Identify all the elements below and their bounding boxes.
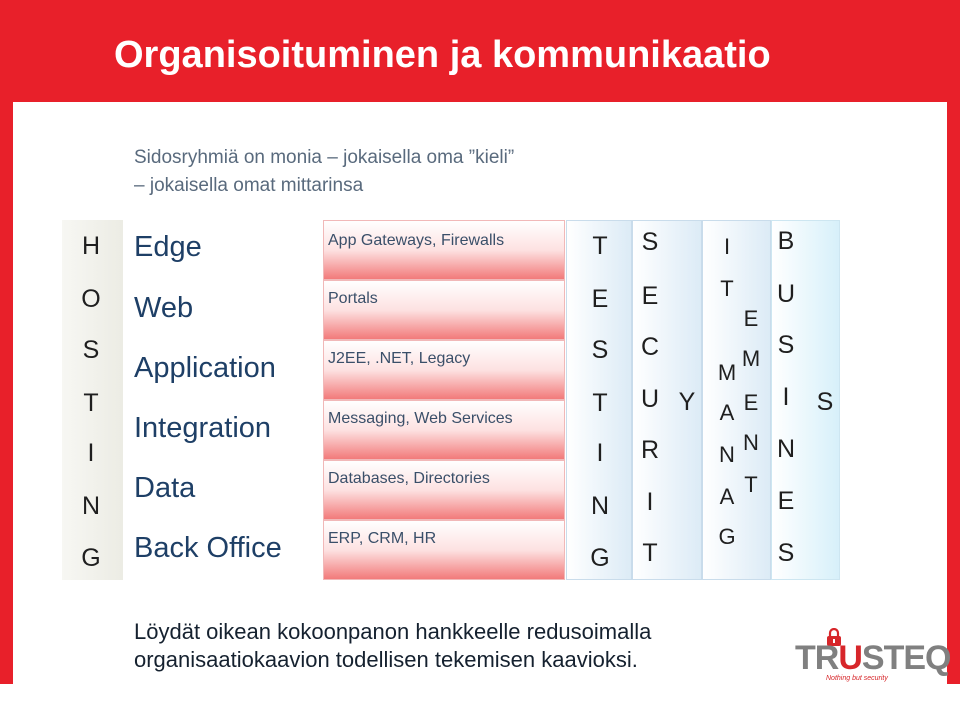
trusteq-logo (790, 626, 951, 686)
layer-desc-data: Databases, Directories (328, 470, 490, 487)
testing-letter: I (596, 439, 604, 467)
security-letter: S (641, 228, 659, 256)
layer-name-back-office: Back Office (134, 532, 282, 564)
it-management-letter: N (719, 442, 735, 467)
slide-title: Organisoituminen ja kommunikaatio (114, 34, 771, 76)
it-management-letter: I (723, 234, 731, 259)
layer-name-integration: Integration (134, 412, 272, 444)
layer-desc-edge: App Gateways, Firewalls (328, 232, 505, 249)
testing-letter: S (591, 336, 609, 364)
business-letter: S (816, 388, 834, 416)
logo-tagline: Nothing but security (826, 675, 888, 682)
it-management-letter: A (719, 400, 735, 425)
business-letter: U (776, 280, 796, 308)
layer-row-web (323, 280, 565, 340)
testing-letter: E (591, 285, 609, 313)
security-letter: C (640, 333, 660, 361)
it-management-letter: A (719, 484, 735, 509)
layer-row-edge (323, 220, 565, 280)
logo-wordmark-steq: STEQ (861, 639, 951, 677)
layer-desc-integration: Messaging, Web Services (328, 410, 513, 427)
it-management-letter: E (743, 390, 759, 415)
subtitle-line-2: – jokaisella omat mittarinsa (134, 175, 364, 196)
business-letter: I (782, 383, 790, 411)
layer-name-application: Application (134, 352, 276, 384)
security-letter: U (640, 385, 660, 413)
testing-letter: T (592, 232, 608, 260)
security-letter: R (640, 436, 660, 464)
security-letter: E (641, 282, 659, 310)
security-letter: Y (678, 388, 696, 416)
business-letter: B (777, 227, 795, 255)
hosting-letter: T (83, 389, 99, 417)
frame-left (0, 102, 13, 684)
layer-row-integration (323, 400, 565, 460)
it-management-column (702, 220, 771, 580)
testing-letter: G (590, 544, 610, 572)
it-management-letter: T (744, 472, 758, 497)
hosting-letter: G (81, 544, 101, 572)
business-letter: S (777, 539, 795, 567)
layer-name-edge: Edge (134, 231, 202, 263)
it-management-letter: M (741, 346, 761, 371)
hosting-letter: N (81, 492, 101, 520)
hosting-letter: S (82, 336, 100, 364)
testing-letter: T (592, 389, 608, 417)
business-letter: E (777, 487, 795, 515)
logo-wordmark-tr: TR (795, 639, 839, 677)
footer-line-2: organisaatiokaavion todellisen tekemisen kaavioksi. (134, 647, 638, 672)
layer-name-data: Data (134, 472, 196, 504)
hosting-letter: I (87, 439, 95, 467)
layer-desc-web: Portals (328, 290, 378, 307)
security-letter: T (642, 539, 658, 567)
it-management-letter: E (743, 306, 759, 331)
hosting-letter: H (81, 232, 101, 260)
hosting-letter: O (81, 285, 101, 313)
it-management-letter: G (718, 524, 736, 549)
layer-row-back-office (323, 520, 565, 580)
it-management-letter: M (717, 360, 737, 385)
footer-line-1: Löydät oikean kokoonpanon hankkeelle redusoimalla (134, 619, 652, 644)
it-management-letter: T (720, 276, 734, 301)
business-letter: N (776, 435, 796, 463)
subtitle-line-1: Sidosryhmiä on monia – jokaisella oma ”kieli” (134, 147, 515, 168)
layer-row-application (323, 340, 565, 400)
layer-desc-back-office: ERP, CRM, HR (328, 530, 437, 547)
layer-name-web: Web (134, 292, 194, 324)
logo-wordmark-u: U (838, 639, 862, 677)
testing-letter: N (590, 492, 610, 520)
frame-right (947, 102, 960, 684)
security-letter: I (646, 488, 654, 516)
layer-desc-application: J2EE, .NET, Legacy (328, 350, 471, 367)
it-management-letter: N (743, 430, 759, 455)
layer-row-data (323, 460, 565, 520)
business-letter: S (777, 331, 795, 359)
logo-wordmark (795, 641, 950, 675)
